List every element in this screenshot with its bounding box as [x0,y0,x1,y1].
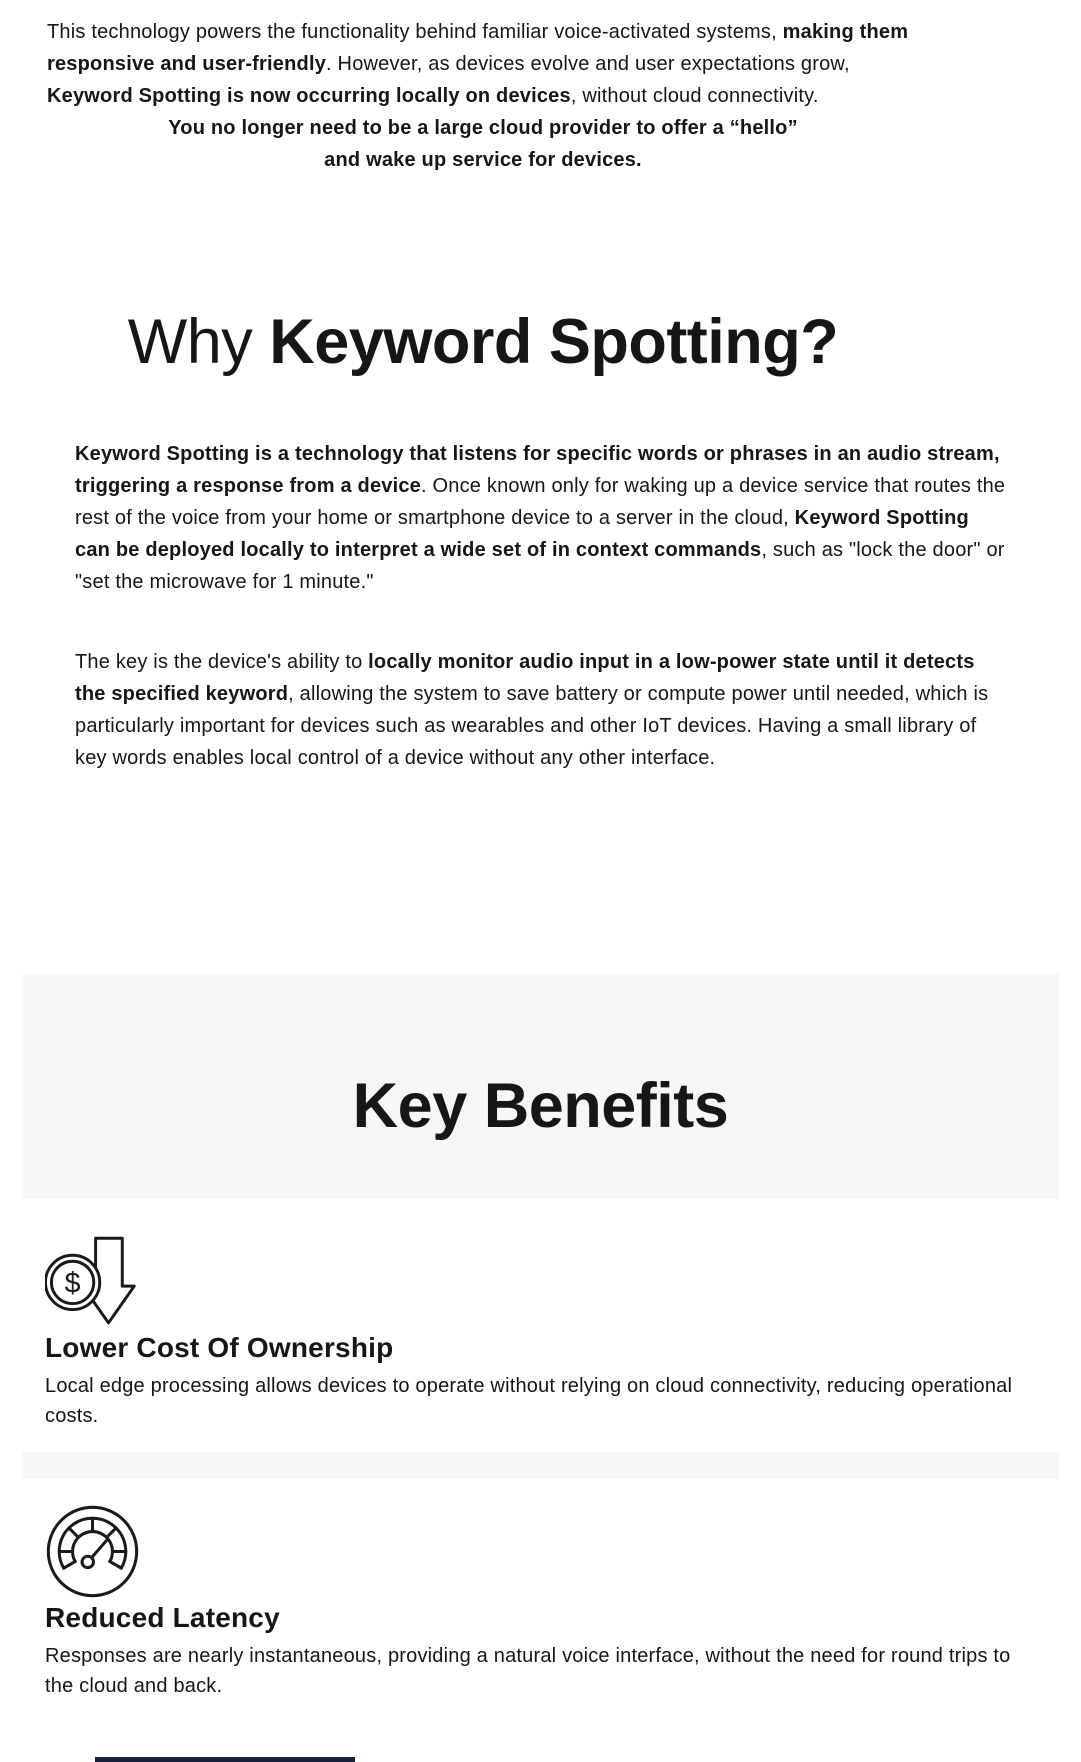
why-heading-light: Why [127,307,270,377]
benefit-reduced-latency [45,1504,1036,1701]
why-heading-bold: Keyword Spotting? [269,307,839,377]
dollar-down-arrow-icon [45,1234,1036,1329]
benefit-lower-cost-of-ownership [45,1234,1036,1431]
intro-callout-line-1: You no longer need to be a large cloud provider to offer a “hello” [168,117,798,139]
keyword-spotting-definition-paragraph: Keyword Spotting is a technology that listens for specific words or phrases in an audio stream, triggering a response from a device. Once known only for waking up a device service that routes the rest of the voice from your home or smartphone device to a server in the cloud, Keyword Spotting can be deployed locally to interpret a wide set of in context commands, such as "lock the door" or "set the microwave for 1 minute." [75,443,1006,593]
benefit-title: Reduced Latency [45,1602,280,1633]
low-power-explanation-paragraph: The key is the device's ability to locally monitor audio input in a low-power state until it detects the specified keyword, allowing the system to save battery or compute power until needed, which is particularly important for devices such as wearables and other IoT devices. Having a small library of key words enables local control of a device without any other interface. [75,651,989,769]
intro-callout-line-2: and wake up service for devices. [324,149,642,171]
dollar-symbol: $ [64,1267,81,1300]
article [0,16,1081,1701]
intro-paragraph: This technology powers the functionality behind familiar voice-activated systems, making them responsive and user-friendly. However, as devices evolve and user expectations grow, Keyword Spotting is now occurring locally on devices, without cloud connectivity. [47,21,909,107]
key-benefits-section [22,974,1059,1199]
next-section-peek [95,1757,355,1762]
intro-callout [47,112,919,176]
why-keyword-spotting-heading [47,306,919,378]
benefit-title: Lower Cost Of Ownership [45,1332,394,1363]
benefit-description: Local edge processing allows devices to operate without relying on cloud connectivity, reducing operational costs. [45,1375,1013,1427]
section-divider-strip [22,1452,1059,1479]
key-benefits-heading: Key Benefits [352,1070,729,1141]
benefit-description: Responses are nearly instantaneous, providing a natural voice interface, without the need for round trips to the cloud and back. [45,1645,1011,1697]
speedometer-icon [45,1504,1036,1599]
